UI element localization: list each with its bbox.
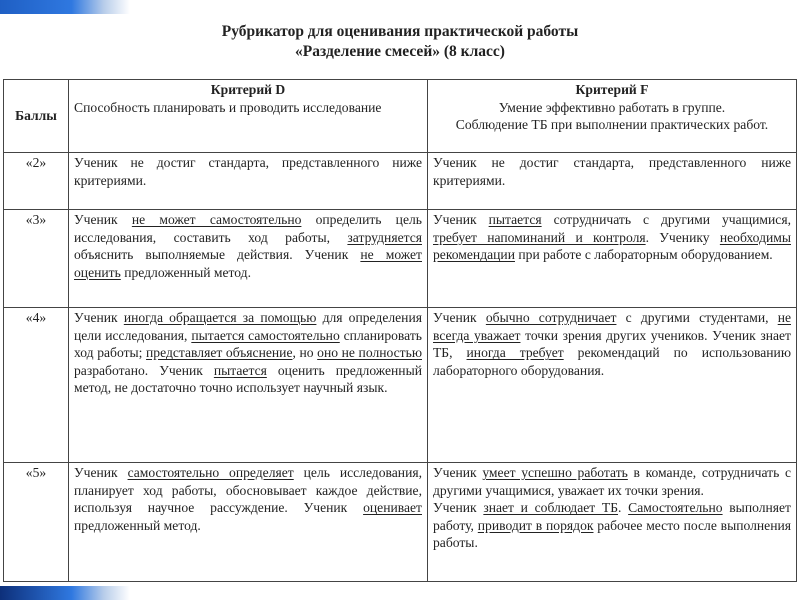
- underlined-text: необходимы рекомендации: [433, 229, 791, 263]
- table-row: [4, 153, 797, 210]
- underlined-text: не всегда уважает: [433, 310, 791, 343]
- criterion-d-cell: [69, 308, 428, 463]
- criterion-d-description: Способность планировать и проводить исследование: [74, 99, 382, 115]
- text-segment: определить цель исследования, составить ход работы,: [74, 212, 422, 245]
- criterion-d-cell: [69, 463, 428, 582]
- text-segment: . Ученику: [645, 229, 720, 245]
- criterion-d-title: Критерий D: [210, 82, 286, 97]
- underlined-text: оно не полностью: [317, 345, 422, 361]
- text-segment: оценить предложенный метод, не достаточно точно использует научный язык.: [74, 362, 422, 396]
- underlined-text: не может самостоятельно: [131, 212, 302, 227]
- underlined-text: умеет успешно работать: [482, 465, 628, 480]
- underlined-text: приводит в порядок: [477, 517, 594, 533]
- header-points: Баллы: [4, 80, 69, 153]
- criterion-f-cell: [428, 308, 797, 463]
- text-segment: .: [618, 500, 629, 516]
- text-segment: Ученик: [433, 310, 486, 325]
- text-segment: , но: [292, 345, 318, 361]
- rubric-table: [3, 79, 797, 582]
- criterion-d-cell: [69, 153, 428, 210]
- text-segment: рабочее место после выполнения работы.: [433, 517, 791, 551]
- slide-decoration-top: [0, 0, 130, 14]
- text-segment: предложенный метод.: [120, 264, 251, 280]
- text-segment: в команде, сотрудничать с другими учащимися, уважает их точки зрения.: [433, 465, 791, 498]
- underlined-text: оценивает: [363, 500, 422, 516]
- text-segment: цель исследования, планирует ход работы, обосновывает каждое действие, используя научное рассуждение. Ученик: [74, 465, 422, 516]
- text-segment: Ученик: [433, 212, 489, 227]
- criterion-f-description-1: Умение эффективно работать в группе.: [498, 99, 726, 115]
- page-title: [0, 22, 800, 62]
- text-segment: Ученик: [433, 500, 484, 516]
- text-segment: Ученик: [74, 310, 124, 325]
- text-segment: выполняет работу,: [433, 500, 791, 533]
- points-cell: «5»: [4, 463, 69, 582]
- criterion-f-cell: [428, 463, 797, 582]
- underlined-text: пытается: [213, 362, 267, 378]
- underlined-text: не может оценить: [74, 247, 422, 280]
- points-cell: «3»: [4, 210, 69, 308]
- underlined-text: требует напоминаний и контроля: [433, 229, 646, 245]
- text-segment: Ученик не достиг стандарта, представленного ниже критериями.: [433, 155, 791, 188]
- text-segment: с другими студентами,: [616, 310, 778, 325]
- criterion-f-cell: [428, 153, 797, 210]
- points-cell: «4»: [4, 308, 69, 463]
- underlined-text: затрудняется: [347, 229, 422, 245]
- table-row: [4, 463, 797, 582]
- underlined-text: пытается: [488, 212, 542, 227]
- text-segment: Ученик не достиг стандарта, представленного ниже критериями.: [74, 155, 422, 188]
- underlined-text: знает и соблюдает ТБ: [483, 500, 619, 516]
- text-segment: при работе с лабораторным оборудованием.: [514, 247, 773, 263]
- slide-decoration-bottom: [0, 586, 130, 600]
- criterion-f-title: Критерий F: [575, 82, 649, 97]
- title-line-2: «Разделение смесей» (8 класс): [295, 43, 505, 60]
- underlined-text: иногда требует: [466, 345, 564, 361]
- points-cell: «2»: [4, 153, 69, 210]
- criterion-f-cell: [428, 210, 797, 308]
- text-segment: для определения цели исследования,: [74, 310, 422, 343]
- text-segment: разработано. Ученик: [74, 362, 214, 378]
- underlined-text: Самостоятельно: [628, 500, 723, 516]
- underlined-text: пытается самостоятельно: [191, 327, 340, 343]
- text-segment: Ученик: [433, 465, 483, 480]
- title-line-1: Рубрикатор для оценивания практической работы: [221, 23, 579, 40]
- text-segment: точки зрения других учеников. Ученик знает ТБ,: [433, 327, 791, 361]
- table-row: [4, 308, 797, 463]
- underlined-text: представляет объяснение: [146, 345, 293, 361]
- text-segment: спланировать ход работы;: [74, 327, 422, 361]
- criterion-d-cell: [69, 210, 428, 308]
- underlined-text: самостоятельно определяет: [127, 465, 294, 480]
- header-criterion-f: [428, 80, 797, 153]
- text-segment: Ученик: [74, 465, 128, 480]
- text-segment: Ученик: [74, 212, 132, 227]
- criterion-f-description-2: Соблюдение ТБ при выполнении практических работ.: [455, 117, 769, 133]
- underlined-text: иногда обращается за помощью: [123, 310, 317, 325]
- table-row: [4, 210, 797, 308]
- table-header-row: [4, 80, 797, 153]
- text-segment: объяснить выполняемые действия. Ученик: [74, 247, 361, 263]
- text-segment: рекомендаций по использованию лабораторного оборудования.: [433, 345, 791, 378]
- underlined-text: обычно сотрудничает: [485, 310, 617, 325]
- header-criterion-d: [69, 80, 428, 153]
- text-segment: предложенный метод.: [74, 517, 201, 533]
- text-segment: сотрудничать с другими учащимися,: [541, 212, 791, 227]
